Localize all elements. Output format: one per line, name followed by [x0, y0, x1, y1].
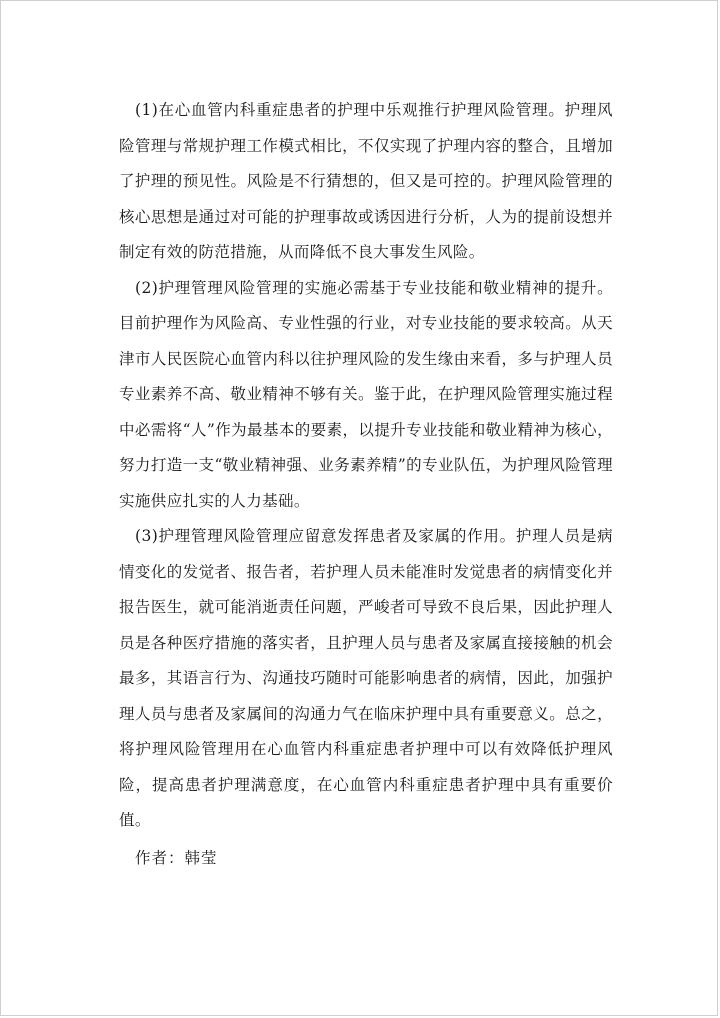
author-line: 作者：韩莹: [135, 848, 218, 867]
paragraph-1: (1)在心血管内科重症患者的护理中乐观推行护理风险管理。护理风险管理与常规护理工作模式相比，不仅实现了护理内容的整合，且增加了护理的预见性。风险是不行猜想的，但又是可控的。护理风险管理的核心思想是通过对可能的护理事故或诱因进行分析，人为的提前设想并制定有效的防范措施，从而降低不良大事发生风险。: [119, 101, 613, 261]
document-body: [119, 93, 613, 876]
paragraph-3: (3)护理管理风险管理应留意发挥患者及家属的作用。护理人员是病情变化的发觉者、报告者，若护理人员未能准时发觉患者的病情变化并报告医生，就可能消逝责任问题，严峻者可导致不良后果，因此护理人员是各种医疗措施的落实者，且护理人员与患者及家属直接接触的机会最多，其语言行为、沟通技巧随时可能影响患者的病情，因此，加强护理人员与患者及家属间的沟通力气在临床护理中具有重要意义。总之，将护理风险管理用在心血管内科重症患者护理中可以有效降低护理风险，提高患者护理满意度，在心血管内科重症患者护理中具有重要价值。: [119, 527, 613, 829]
paragraph-2: (2)护理管理风险管理的实施必需基于专业技能和敬业精神的提升。目前护理作为风险高、专业性强的行业，对专业技能的要求较高。从天津市人民医院心血管内科以往护理风险的发生缘由来看，多与护理人员专业素养不高、敬业精神不够有关。鉴于此，在护理风险管理实施过程中必需将“人”作为最基本的要素，以提升专业技能和敬业精神为核心，努力打造一支“敬业精神强、业务素养精”的专业队伍，为护理风险管理实施供应扎实的人力基础。: [119, 278, 613, 510]
